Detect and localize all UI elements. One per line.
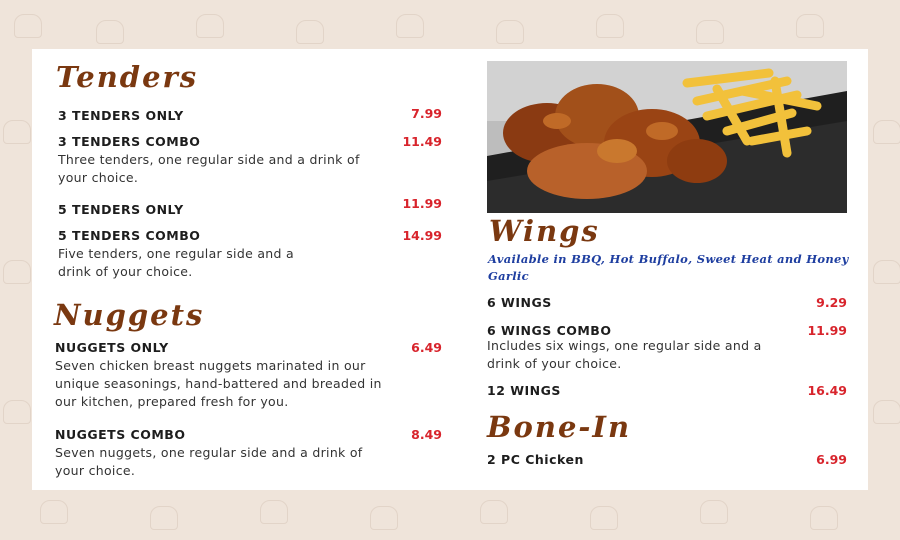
menu-item-description: Five tenders, one regular side and a drink of your choice. [58, 246, 294, 279]
drink-doodle-icon [873, 260, 900, 284]
fries-doodle-icon [260, 500, 288, 524]
fries-doodle-icon [590, 506, 618, 530]
burger-doodle-icon [296, 20, 324, 44]
menu-item-name: NUGGETS ONLY [55, 340, 169, 355]
menu-item-description: Includes six wings, one regular side and a drink of your choice. [487, 338, 762, 371]
menu-item-price: 8.49 [411, 427, 442, 442]
burger-doodle-icon [496, 20, 524, 44]
fries-doodle-icon [40, 500, 68, 524]
menu-item-name: 12 WINGS [487, 383, 561, 398]
food-photo-illustration [487, 61, 847, 213]
fried-chicken-and-fries-photo [487, 61, 847, 213]
menu-item-name: 3 TENDERS ONLY [58, 108, 184, 123]
menu-item-name: NUGGETS COMBO [55, 427, 186, 442]
drink-doodle-icon [3, 120, 31, 144]
menu-item-price: 14.99 [402, 228, 442, 243]
burger-doodle-icon [696, 20, 724, 44]
tenders-heading: Tenders [56, 60, 199, 94]
menu-item-price: 11.99 [402, 196, 442, 211]
drink-doodle-icon [3, 260, 31, 284]
burger-doodle-icon [96, 20, 124, 44]
burger-doodle-icon [796, 14, 824, 38]
wings-flavors-note: Available in BBQ, Hot Buffalo, Sweet Heat and Honey Garlic [488, 252, 849, 283]
menu-item-price: 7.99 [411, 106, 442, 121]
menu-item-name: 2 PC Chicken [487, 452, 584, 467]
nuggets-heading: Nuggets [54, 298, 205, 332]
menu-item-price: 6.99 [816, 452, 847, 467]
menu-item-name: 6 WINGS COMBO [487, 323, 612, 338]
drink-doodle-icon [873, 120, 900, 144]
menu-panel [32, 49, 868, 490]
drink-doodle-icon [873, 400, 900, 424]
menu-item-name: 6 WINGS [487, 295, 552, 310]
drink-doodle-icon [3, 400, 31, 424]
menu-item-price: 16.49 [807, 383, 847, 398]
bone-in-heading: Bone-In [487, 410, 632, 444]
wings-heading: Wings [489, 214, 600, 248]
burger-doodle-icon [596, 14, 624, 38]
menu-item-price: 6.49 [411, 340, 442, 355]
fries-doodle-icon [810, 506, 838, 530]
fries-doodle-icon [700, 500, 728, 524]
burger-doodle-icon [196, 14, 224, 38]
fries-doodle-icon [480, 500, 508, 524]
menu-item-price: 11.99 [807, 323, 847, 338]
menu-item-description: Three tenders, one regular side and a drink of your choice. [58, 152, 360, 185]
menu-item-description: Seven nuggets, one regular side and a drink of your choice. [55, 445, 363, 478]
burger-doodle-icon [14, 14, 42, 38]
menu-item-price: 9.29 [816, 295, 847, 310]
menu-item-description: Seven chicken breast nuggets marinated in our unique seasonings, hand-battered and breaded in our kitchen, prepared fresh for you. [55, 358, 382, 409]
menu-item-name: 5 TENDERS COMBO [58, 228, 201, 243]
menu-item-name: 5 TENDERS ONLY [58, 202, 184, 217]
menu-item-price: 11.49 [402, 134, 442, 149]
fries-doodle-icon [150, 506, 178, 530]
burger-doodle-icon [396, 14, 424, 38]
fries-doodle-icon [370, 506, 398, 530]
menu-item-name: 3 TENDERS COMBO [58, 134, 201, 149]
